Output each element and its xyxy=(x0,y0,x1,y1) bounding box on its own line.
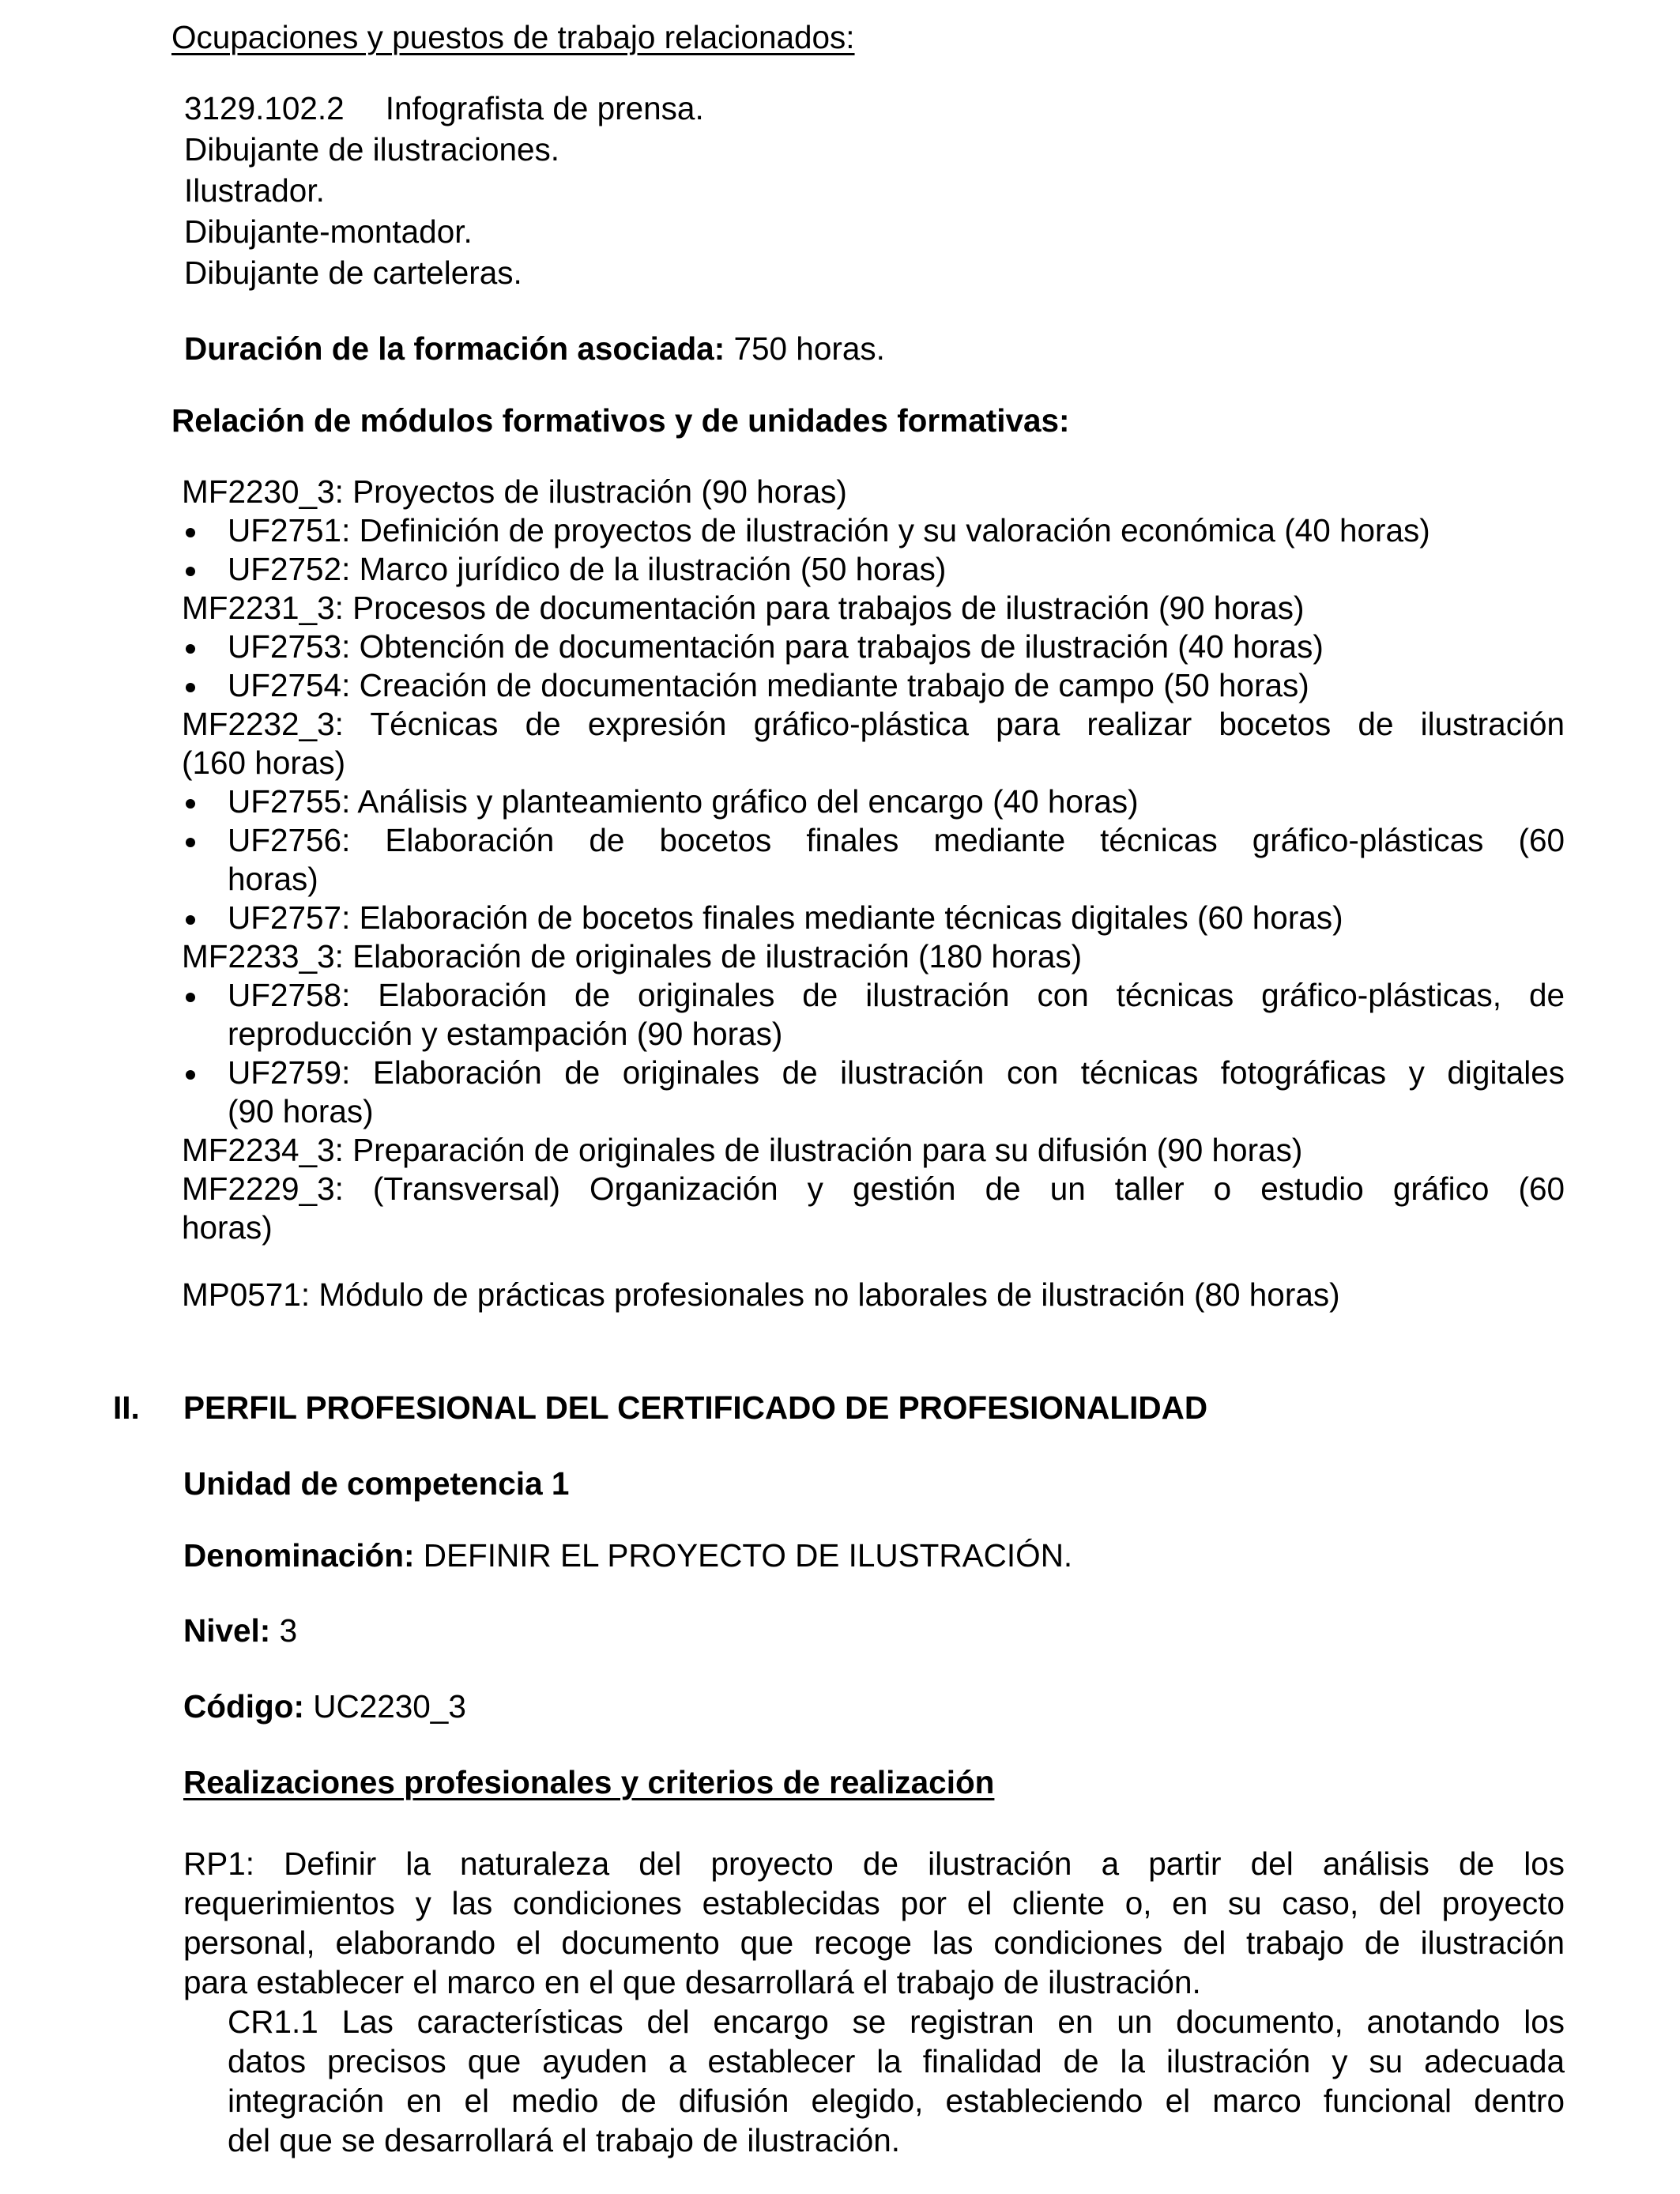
occupation-item: Dibujante de ilustraciones. xyxy=(184,131,560,168)
bullet-icon xyxy=(186,1070,195,1080)
module-line: MF2230_3: Proyectos de ilustración (90 horas) xyxy=(182,473,847,510)
module-line: MF2233_3: Elaboración de originales de ilustración (180 horas) xyxy=(182,938,1083,974)
occupation-item: Dibujante-montador. xyxy=(184,213,473,250)
unit-line: UF2754: Creación de documentación mediante trabajo de campo (50 horas) xyxy=(228,667,1309,703)
unit-line: UF2756: Elaboración de bocetos finales mediante técnicas gráfico-plásticas (60 xyxy=(228,822,1565,858)
modules-heading: Relación de módulos formativos y de unidades formativas: xyxy=(171,402,1070,439)
module-line: MF2229_3: (Transversal) Organización y gestión de un taller o estudio gráfico (60 xyxy=(182,1171,1565,1207)
module-line: MF2231_3: Procesos de documentación para trabajos de ilustración (90 horas) xyxy=(182,590,1305,626)
bullet-icon xyxy=(186,993,195,1002)
bullet-icon xyxy=(186,838,195,847)
cr11-line: del que se desarrollará el trabajo de ilustración. xyxy=(228,2122,900,2158)
rp1-line: requerimientos y las condiciones establecidas por el cliente o, en su caso, del proyecto xyxy=(183,1885,1565,1921)
module-line-continuation: (160 horas) xyxy=(182,745,346,781)
bullet-icon xyxy=(186,644,195,654)
section-title: PERFIL PROFESIONAL DEL CERTIFICADO DE PROFESIONALIDAD xyxy=(183,1389,1208,1426)
cr11-line: datos precisos que ayuden a establecer la finalidad de la ilustración y su adecuada xyxy=(228,2043,1565,2079)
occupation-code: 3129.102.2 xyxy=(184,90,345,126)
rp1-line: personal, elaborando el documento que recoge las condiciones del trabajo de ilustración xyxy=(183,1924,1565,1961)
unit-line: UF2759: Elaboración de originales de ilustración con técnicas fotográficas y digitales xyxy=(228,1054,1565,1091)
denominacion-line xyxy=(183,1536,1072,1575)
codigo-label: Código: xyxy=(183,1688,304,1725)
competency-unit-title: Unidad de competencia 1 xyxy=(183,1465,570,1502)
unit-line: UF2755: Análisis y planteamiento gráfico del encargo (40 horas) xyxy=(228,783,1139,820)
nivel-line xyxy=(183,1611,297,1650)
duration-value: 750 horas. xyxy=(733,330,885,367)
unit-line: UF2758: Elaboración de originales de ilustración con técnicas gráfico-plásticas, de xyxy=(228,977,1565,1013)
unit-line-continuation: (90 horas) xyxy=(228,1093,374,1129)
unit-line-continuation: reproducción y estampación (90 horas) xyxy=(228,1016,783,1052)
duration-label: Duración de la formación asociada: xyxy=(184,330,725,367)
module-line: MF2232_3: Técnicas de expresión gráfico-plástica para realizar bocetos de ilustración xyxy=(182,706,1565,742)
codigo-line xyxy=(183,1687,466,1726)
realizaciones-heading: Realizaciones profesionales y criterios de realización xyxy=(183,1764,995,1800)
rp1-line: RP1: Definir la naturaleza del proyecto de ilustración a partir del análisis de los xyxy=(183,1845,1565,1882)
duration-line xyxy=(184,329,885,368)
module-line-continuation: horas) xyxy=(182,1209,273,1246)
occupation-line-1 xyxy=(184,89,704,128)
denominacion-label: Denominación: xyxy=(183,1537,415,1574)
unit-line-continuation: horas) xyxy=(228,861,318,897)
bullet-icon xyxy=(186,799,195,809)
nivel-label: Nivel: xyxy=(183,1612,271,1649)
unit-line: UF2752: Marco jurídico de la ilustración (50 horas) xyxy=(228,551,947,587)
unit-line: UF2751: Definición de proyectos de ilustración y su valoración económica (40 horas) xyxy=(228,512,1430,548)
bullet-icon xyxy=(186,528,195,537)
occupation-item: Infografista de prensa. xyxy=(385,90,704,126)
module-line: MF2234_3: Preparación de originales de ilustración para su difusión (90 horas) xyxy=(182,1132,1303,1168)
cr11-line: CR1.1 Las características del encargo se registran en un documento, anotando los xyxy=(228,2004,1565,2040)
unit-line: UF2757: Elaboración de bocetos finales mediante técnicas digitales (60 horas) xyxy=(228,899,1343,936)
occupation-item: Ilustrador. xyxy=(184,172,325,209)
nivel-value: 3 xyxy=(279,1612,298,1649)
practicas-line: MP0571: Módulo de prácticas profesionales no laborales de ilustración (80 horas) xyxy=(182,1276,1340,1313)
unit-line: UF2753: Obtención de documentación para trabajos de ilustración (40 horas) xyxy=(228,628,1324,665)
section-numeral: II. xyxy=(113,1389,140,1426)
codigo-value: UC2230_3 xyxy=(313,1688,466,1725)
denominacion-value: DEFINIR EL PROYECTO DE ILUSTRACIÓN. xyxy=(423,1537,1073,1574)
bullet-icon xyxy=(186,567,195,576)
bullet-icon xyxy=(186,683,195,692)
occupation-item: Dibujante de carteleras. xyxy=(184,254,522,291)
bullet-icon xyxy=(186,915,195,925)
cr11-line: integración en el medio de difusión elegido, estableciendo el marco funcional dentro xyxy=(228,2083,1565,2119)
occupations-heading: Ocupaciones y puestos de trabajo relacionados: xyxy=(171,19,855,55)
rp1-line: para establecer el marco en el que desarrollará el trabajo de ilustración. xyxy=(183,1964,1201,2000)
